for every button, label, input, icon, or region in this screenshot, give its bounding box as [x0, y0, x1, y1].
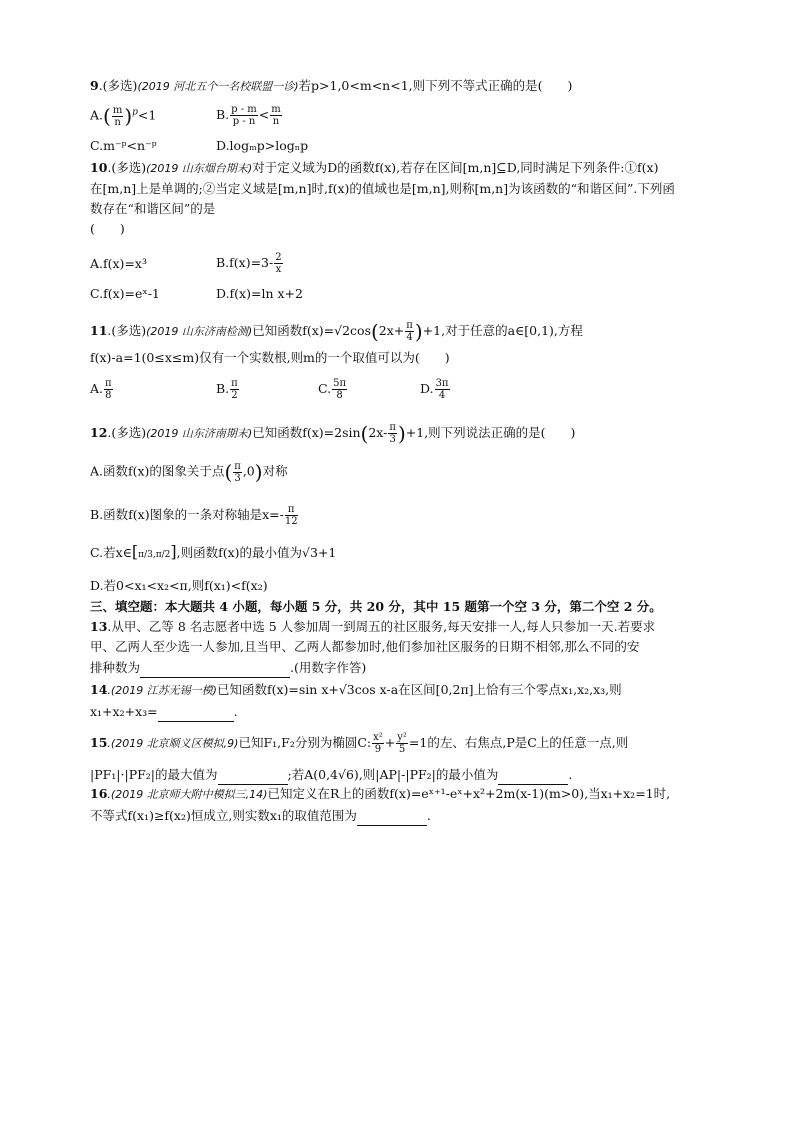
option-label: D. [420, 381, 434, 396]
question-tag: .(多选) [107, 425, 147, 440]
option-text: <1 [137, 107, 157, 123]
q10-option-d: D.f(x)=ln x+2 [216, 286, 303, 301]
fraction [274, 252, 282, 275]
numerator: m [112, 104, 123, 116]
q10-option-a: A.f(x)=x³ [90, 256, 147, 271]
numerator: π [231, 378, 238, 389]
question-stem: .从甲、乙等 8 名志愿者中选 5 人参加周一到周五的社区服务,每天安排一人,每人只参加一天.若要求 [107, 619, 656, 634]
answer-blank[interactable] [357, 805, 427, 826]
question-source: (2019 河北五个一名校联盟一诊) [137, 80, 299, 93]
question-stem-line: 在[m,n]上是单调的;②当定义域是[m,n]时,f(x)的值域也是[m,n],则称[m,n]为该函数的“和谐区间”.下列函 [90, 181, 675, 196]
question-stem-line: . [426, 808, 431, 823]
option-text: ,则函数f(x)的最小值为√3+1 [176, 545, 337, 560]
option-text: B.f(x)=3- [216, 255, 274, 270]
option-label: C. [318, 381, 332, 396]
paren-right: ) [124, 104, 133, 128]
question-stem-line: . [233, 704, 238, 719]
q10-option-b [216, 252, 284, 275]
fraction [405, 320, 414, 343]
question-stem: =1的左、右焦点,P是C上的任意一点,则 [408, 735, 629, 750]
option-text: B.函数f(x)图象的一条对称轴是x=- [90, 507, 284, 522]
q12-option-b [90, 504, 299, 527]
paren-left: ( [103, 104, 111, 128]
question-stem-line: .(用数字作答) [290, 660, 367, 675]
question-stem: 2x+ [378, 323, 405, 338]
fraction [230, 378, 239, 401]
question-13 [90, 617, 710, 678]
numerator: π [389, 422, 396, 433]
question-number: 9 [90, 78, 99, 93]
question-stem-line: 数存在“和谐区间”的是 [90, 201, 216, 216]
question-stem-line: x₁+x₂+x₃= [90, 704, 158, 719]
numerator: p - m [231, 104, 257, 115]
answer-blank[interactable] [140, 657, 290, 678]
question-stem: 已知函数f(x)=sin x+√3cos x-a在区间[0,2π]上恰有三个零点x₁,x₂,x₃,则 [216, 682, 622, 697]
paren-left: ( [224, 460, 233, 484]
q11-option-c [318, 378, 348, 401]
fraction [388, 422, 397, 445]
answer-paren: ( ) [90, 221, 125, 236]
denominator: n [114, 116, 121, 128]
q9-option-a [90, 104, 156, 128]
question-9 [90, 76, 710, 97]
question-stem: 已知函数f(x)=√2cos [252, 323, 371, 338]
question-stem: 若p>1,0<m<n<1,则下列不等式正确的是( ) [298, 78, 573, 93]
question-stem: +1,对于任意的a∈[0,1),方程 [422, 323, 583, 338]
denominator: 3 [234, 472, 241, 484]
fraction [396, 732, 408, 755]
numerator: 3π [435, 378, 449, 389]
question-tag: .(多选) [98, 78, 138, 93]
denominator: p - n [232, 116, 256, 127]
question-10 [90, 158, 710, 239]
fraction [332, 378, 347, 401]
question-stem-line: |PF₁|·|PF₂|的最大值为 [90, 767, 218, 782]
option-text: < [258, 107, 270, 122]
option-text: ,0 [242, 463, 255, 479]
fraction [233, 461, 242, 484]
denominator: x [275, 264, 282, 275]
numerator: π [406, 320, 413, 331]
question-source: (2019 山东济南期末) [146, 427, 253, 440]
question-stem-line: . [568, 767, 573, 782]
question-14 [90, 680, 710, 722]
option-text: C.若x∈ [90, 545, 132, 560]
question-tag: .(多选) [107, 160, 147, 175]
fraction [104, 378, 113, 401]
denominator: 4 [406, 332, 413, 343]
answer-blank[interactable] [218, 764, 288, 785]
exponent: p [132, 107, 138, 118]
question-source: .(2019 江苏无锡一模) [107, 684, 217, 697]
fraction [285, 504, 298, 527]
paren-left: ( [360, 421, 369, 446]
question-stem: 已知F₁,F₂分别为椭圆C: [238, 735, 372, 750]
numerator: π [285, 504, 298, 516]
option-label: A. [90, 107, 104, 123]
denominator: 3 [389, 434, 396, 445]
question-stem: 2x- [368, 425, 388, 440]
question-stem: 已知定义在R上的函数f(x)=eˣ⁺¹-eˣ+x²+2m(x-1)(m>0),当x₁+x₂=1时, [267, 786, 671, 801]
paren-right: ) [254, 460, 263, 484]
question-number: 13 [90, 619, 108, 634]
q11-option-a [90, 378, 114, 401]
denominator: 8 [105, 390, 112, 401]
fraction [270, 104, 281, 127]
question-15 [90, 732, 710, 755]
question-stem-line: 排种数为 [90, 660, 141, 675]
denominator: 8 [336, 390, 343, 401]
numerator: y² [397, 732, 407, 743]
option-label: B. [216, 107, 230, 122]
q9-option-c: C.m⁻ᵖ<n⁻ᵖ [90, 138, 157, 153]
answer-blank[interactable] [498, 764, 568, 785]
question-number: 14 [90, 682, 108, 697]
question-12 [90, 422, 710, 445]
question-number: 10 [90, 160, 108, 175]
question-stem: +1,则下列说法正确的是( ) [405, 425, 576, 440]
question-number: 15 [90, 735, 108, 750]
question-number: 12 [90, 425, 108, 440]
numerator: π [105, 378, 112, 389]
question-source: .(2019 北京师大附中模拟三,14) [107, 788, 268, 801]
question-number: 16 [90, 786, 108, 801]
question-stem-line: 甲、乙两人至少选一人参加,且当甲、乙两人都参加时,他们参加社区服务的日期不相邻,那么不同的安 [90, 639, 640, 654]
denominator: 9 [374, 744, 382, 755]
question-source: (2019 山东烟台期末) [146, 162, 253, 175]
paren-right: ) [414, 319, 423, 344]
denominator: 5 [398, 744, 406, 755]
paren-left: ( [370, 319, 379, 344]
q11-option-b [216, 378, 240, 401]
section-title: 三、填空题：本大题共 4 小题，每小题 5 分，共 20 分，其中 15 题第一个空 3 分，第二个空 2 分。 [90, 599, 662, 614]
denominator: 12 [284, 516, 298, 527]
bracket-left: [ [131, 542, 139, 561]
q11-line-2: f(x)-a=1(0≤x≤m)仅有一个实数根,则m的一个取值可以为( ) [90, 350, 450, 365]
question-stem: 对于定义域为D的函数f(x),若存在区间[m,n]⊆D,同时满足下列条件:①f(x) [252, 160, 659, 175]
fraction [230, 104, 258, 127]
question-stem-line: ;若A(0,4√6),则|AP|-|PF₂|的最小值为 [287, 767, 499, 782]
paren-right: ) [397, 421, 406, 446]
q9-option-b [216, 104, 283, 127]
numerator: 2 [275, 252, 282, 263]
q10-option-c: C.f(x)=eˣ-1 [90, 286, 160, 301]
q12-option-a [90, 460, 288, 484]
q12-option-c [90, 542, 336, 561]
question-stem-line: 不等式f(x₁)≥f(x₂)恒成立,则实数x₁的取值范围为 [90, 808, 357, 823]
question-stem: 已知函数f(x)=2sin [252, 425, 361, 440]
q12-option-d: D.若0<x₁<x₂<π,则f(x₁)<f(x₂) [90, 578, 268, 593]
denominator: 2 [231, 390, 238, 401]
numerator: x² [373, 732, 383, 743]
answer-blank[interactable] [158, 701, 234, 722]
q9-option-d: D.logₘp>logₙp [216, 138, 309, 153]
interval: π/3,π/2 [138, 550, 171, 560]
fraction [435, 378, 450, 401]
denominator: n [272, 116, 280, 127]
q15-line-2 [90, 764, 710, 785]
numerator: m [271, 104, 281, 115]
question-16 [90, 784, 710, 826]
fraction [112, 105, 123, 128]
question-source: .(2019 北京顺义区模拟,9) [107, 737, 239, 750]
question-number: 11 [90, 323, 108, 338]
question-11 [90, 320, 710, 343]
option-text: 对称 [262, 463, 288, 479]
denominator: 4 [438, 390, 446, 401]
bracket-right: ] [170, 542, 177, 561]
q11-option-d [420, 378, 451, 401]
fraction [372, 732, 384, 755]
numerator: 5π [333, 378, 347, 389]
question-stem: + [384, 735, 396, 750]
option-text: A.函数f(x)的图象关于点 [90, 463, 225, 479]
question-source: (2019 山东济南检测) [146, 325, 253, 338]
numerator: π [234, 460, 241, 472]
option-label: B. [216, 381, 230, 396]
question-tag: .(多选) [107, 323, 147, 338]
option-label: A. [90, 381, 104, 396]
